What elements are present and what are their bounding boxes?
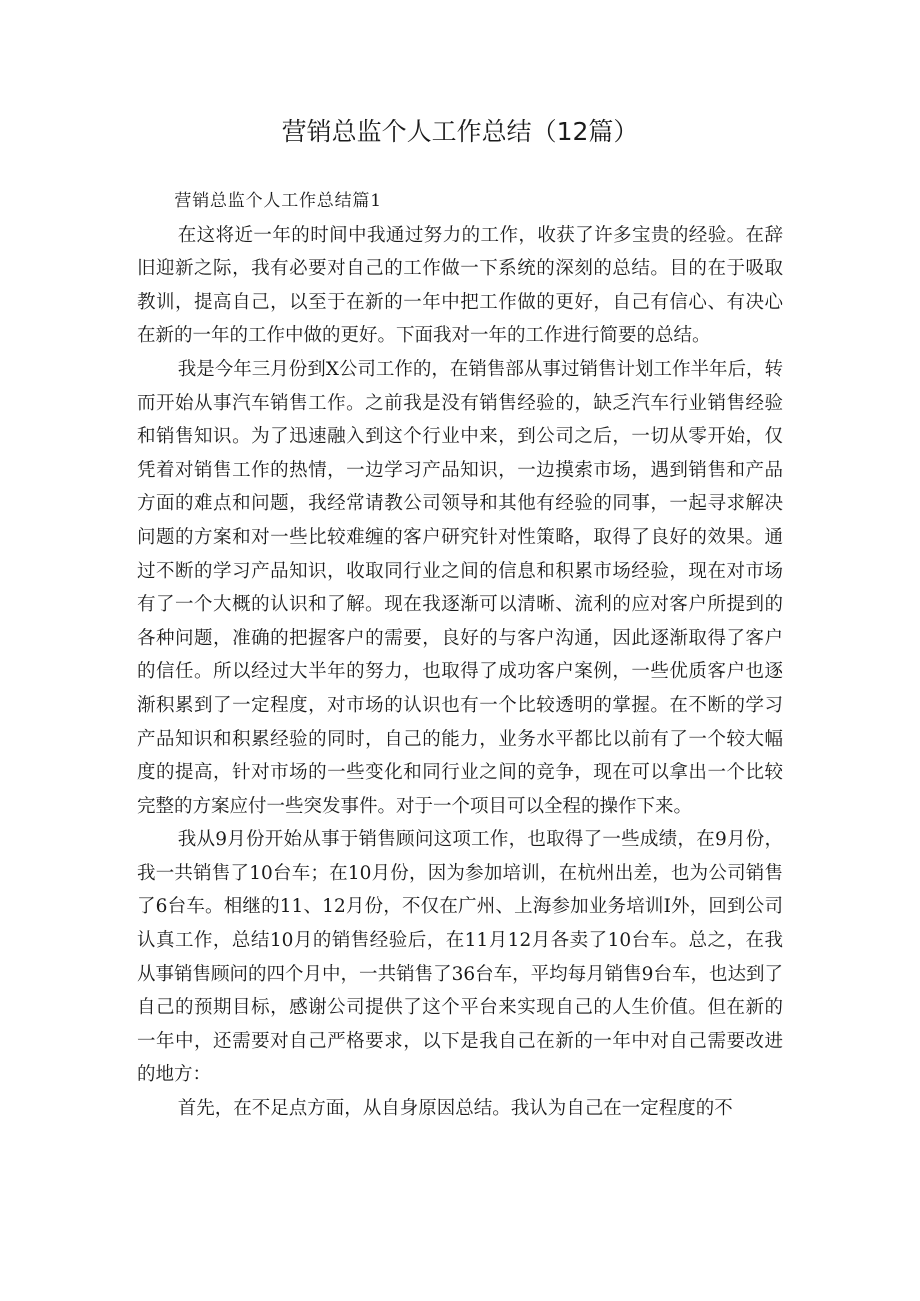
paragraph-experience: 我是今年三月份到X公司工作的，在销售部从事过销售计划工作半年后，转而开始从事汽车销售工作。之前我是没有销售经验的，缺乏汽车行业销售经验和销售知识。为了迅速融入到这个行业中来，到公司之后，一切从零开始，仅凭着对销售工作的热情，一边学习产品知识，一边摸索市场，遇到销售和产品方面的难点和问题，我经常请教公司领导和其他有经验的同事，一起寻求解决问题的方案和对一些比较难缠的客户研究针对性策略，取得了良好的效果。通过不断的学习产品知识，收取同行业之间的信息和积累市场经验，现在对市场有了一个大概的认识和了解。现在我逐渐可以清晰、流利的应对客户所提到的各种问题，准确的把握客户的需要，良好的与客户沟通，因此逐渐取得了客户的信任。所以经过大半年的努力，也取得了成功客户案例，一些优质客户也逐渐积累到了一定程度，对市场的认识也有一个比较透明的掌握。在不断的学习产品知识和积累经验的同时，自己的能力，业务水平都比以前有了一个较大幅度的提高，针对市场的一些变化和同行业之间的竞争，现在可以拿出一个比较完整的方案应付一些突发事件。对于一个项目可以全程的操作下来。 xyxy=(137,358,783,817)
document-body xyxy=(137,185,783,1126)
section-heading: 营销总监个人工作总结篇1 xyxy=(174,191,382,211)
paragraph-shortcomings: 首先，在不足点方面，从自身原因总结。我认为自己在一定程度的不 xyxy=(177,1098,733,1120)
document-title: 营销总监个人工作总结（12篇） xyxy=(281,117,639,146)
paragraph-intro: 在这将近一年的时间中我通过努力的工作，收获了许多宝贵的经验。在辞旧迎新之际，我有必要对自己的工作做一下系统的深刻的总结。目的在于吸取教训，提高自己，以至于在新的一年中把工作做的更好，自己有信心、有决心在新的一年的工作中做的更好。下面我对一年的工作进行简要的总结。 xyxy=(137,224,783,347)
paragraph-sales-results: 我从9月份开始从事于销售顾问这项工作，也取得了一些成绩，在9月份，我一共销售了10台车；在10月份，因为参加培训，在杭州出差，也为公司销售了6台车。相继的11、12月份，不仅在广州、上海参加业务培训I外，回到公司认真工作，总结10月的销售经验后，在11月12月各卖了10台车。总之，在我从事销售顾问的四个月中，一共销售了36台车，平均每月销售9台车，也达到了自己的预期目标，感谢公司提供了这个平台来实现自己的人生价值。但在新的一年中，还需要对自己严格要求，以下是我自己在新的一年中对自己需要改进的地方： xyxy=(137,829,783,1086)
